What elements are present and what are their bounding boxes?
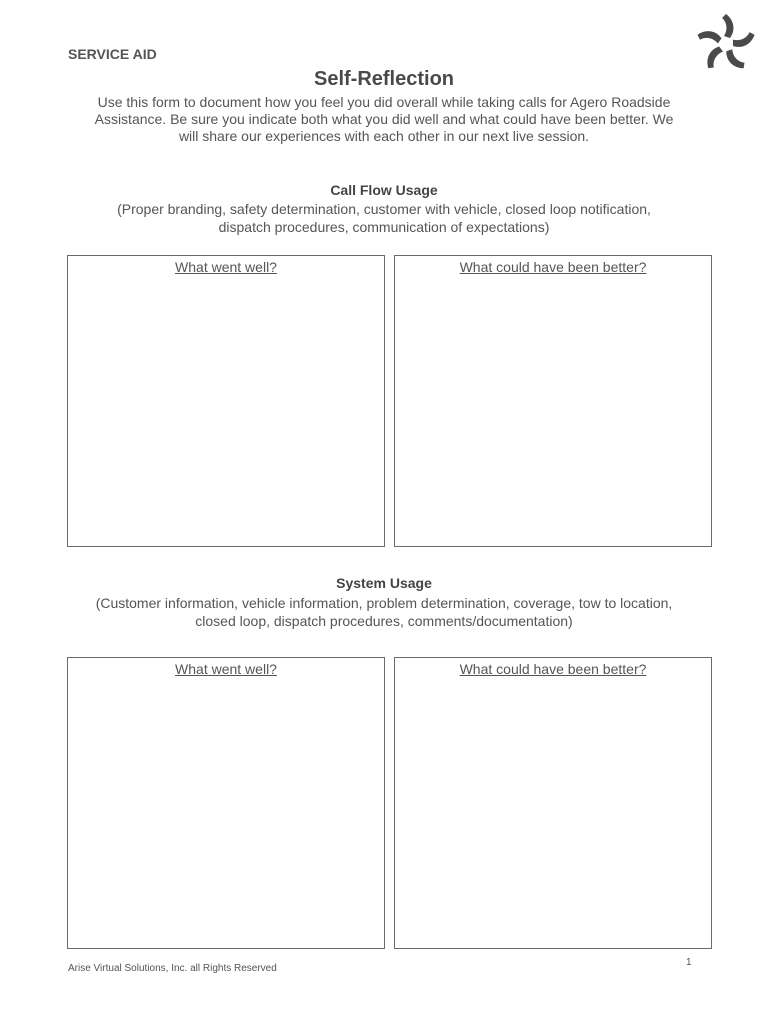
section-heading-system: System Usage xyxy=(336,575,432,591)
box-header-went-well: What went well? xyxy=(175,259,277,275)
page-title: Self-Reflection xyxy=(313,68,455,90)
desc-line: closed loop, dispatch procedures, comments/documentation) xyxy=(195,613,573,629)
desc-line: dispatch procedures, communication of expectations) xyxy=(218,219,550,235)
intro-line: Assistance. Be sure you indicate both what you did well and what could have been better. We xyxy=(94,111,674,127)
desc-line: (Customer information, vehicle information, problem determination, coverage, tow to location, xyxy=(95,595,673,611)
went-well-box-call-flow[interactable] xyxy=(67,255,385,547)
went-well-box-system[interactable] xyxy=(67,657,385,949)
intro-line: Use this form to document how you feel you did overall while taking calls for Agero Roadside xyxy=(97,94,671,110)
section-desc-system xyxy=(60,594,708,630)
service-aid-label: SERVICE AID xyxy=(68,46,157,62)
section-desc-call-flow xyxy=(60,200,708,236)
page-number: 1 xyxy=(686,957,692,968)
desc-line: (Proper branding, safety determination, customer with vehicle, closed loop notification, xyxy=(117,201,651,217)
footer-copyright: Arise Virtual Solutions, Inc. all Rights Reserved xyxy=(68,963,277,974)
intro-line: will share our experiences with each other in our next live session. xyxy=(178,128,590,144)
pinwheel-logo-icon xyxy=(694,10,758,74)
could-be-better-box-call-flow[interactable] xyxy=(394,255,712,547)
box-header-could-be-better: What could have been better? xyxy=(459,259,647,275)
box-header-could-be-better: What could have been better? xyxy=(459,661,647,677)
intro-paragraph xyxy=(60,94,708,145)
section-heading-call-flow: Call Flow Usage xyxy=(330,182,438,198)
box-header-went-well: What went well? xyxy=(175,661,277,677)
could-be-better-box-system[interactable] xyxy=(394,657,712,949)
